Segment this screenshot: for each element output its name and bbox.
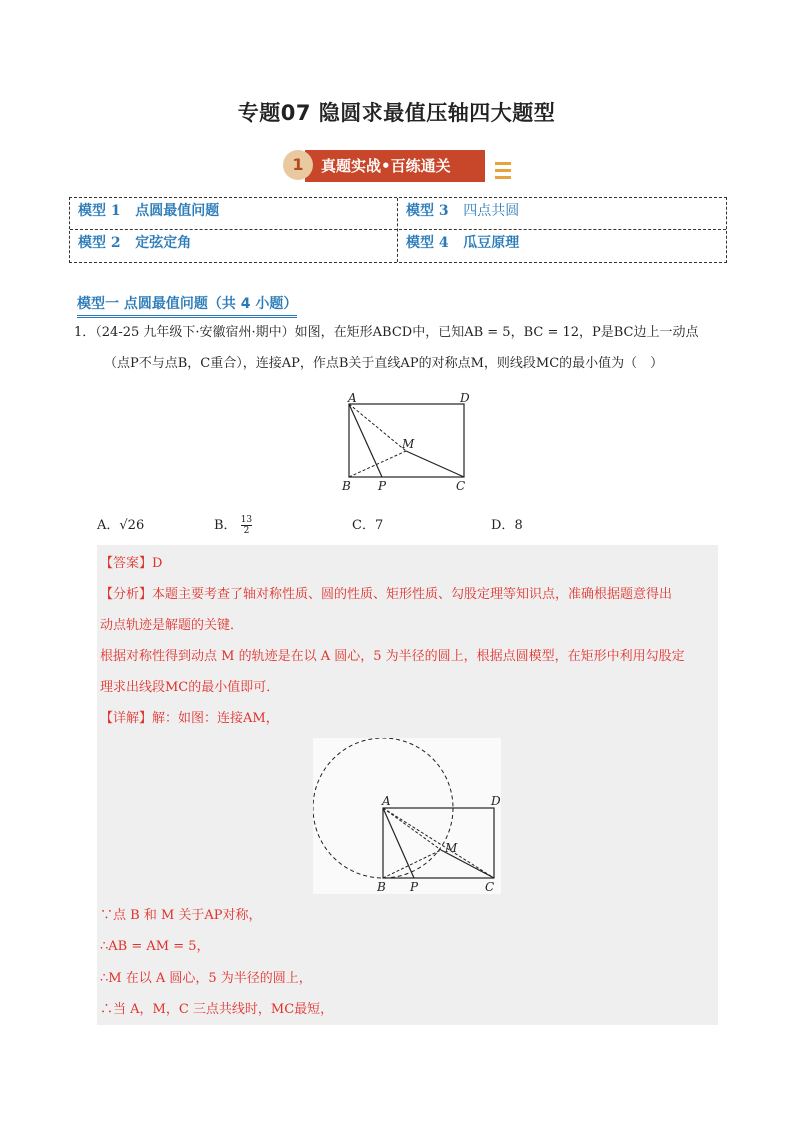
option-c[interactable]: C．7 (352, 518, 384, 533)
analysis-line-4: 理求出线段MC的最小值即可． (100, 680, 280, 695)
step-line-2: ∴AB = AM = 5， (100, 939, 210, 954)
label-a: A (382, 794, 391, 808)
label-d: D (460, 391, 470, 405)
section-banner (283, 148, 513, 184)
solution-figure (313, 738, 501, 894)
banner-label: 真题实战•百练通关 (321, 157, 451, 175)
label-b: B (342, 479, 351, 493)
model-link-1[interactable]: 模型 1 点圆最值问题 (78, 203, 220, 219)
label-d: D (491, 794, 501, 808)
option-d[interactable]: D．8 (491, 518, 523, 533)
option-a[interactable]: A．√26 (97, 518, 145, 533)
model-link-2[interactable]: 模型 2 定弦定角 (78, 235, 192, 251)
question-line-1 (74, 318, 734, 347)
banner-deco (495, 176, 511, 179)
question-figure (340, 390, 475, 495)
option-b[interactable]: B． $\frac{13}{2}$ (214, 515, 253, 536)
model-link-3[interactable]: 模型 3 四点共圆 (406, 203, 520, 219)
label-c: C (485, 880, 495, 894)
banner-number: 1 (283, 150, 313, 180)
label-p: P (378, 479, 387, 493)
step-line-3: ∴M 在以 A 圆心，5 为半径的圆上， (100, 971, 312, 986)
question-line-2: （点P不与点B，C重合），连接AP，作点B关于直线AP的对称点M，则线段MC的最小值为（ ） (104, 356, 664, 371)
model-index-table (69, 197, 727, 263)
step-line-4: ∴当 A，M，C 三点共线时，MC最短， (100, 1002, 334, 1017)
label-c: C (456, 479, 466, 493)
label-a: A (348, 391, 357, 405)
question-text: （24-25 九年级下·安徽宿州·期中）如图，在矩形ABCD中，已知AB = 5，BC = 12，P是BC边上一动点 (95, 325, 699, 340)
banner-deco (495, 162, 511, 165)
question-number: 1． (74, 325, 96, 340)
analysis-line-1: 【分析】本题主要考查了轴对称性质、圆的性质、矩形性质、勾股定理等知识点，准确根据题意得出 (100, 587, 673, 602)
analysis-line-3: 根据对称性得到动点 M 的轨迹是在以 A 圆心，5 为半径的圆上，根据点圆模型，在矩形中利用勾股定 (100, 649, 685, 664)
label-m: M (402, 437, 415, 451)
label-b: B (377, 880, 386, 894)
page-title: 专题07 隐圆求最值压轴四大题型 (237, 101, 556, 125)
detail-line: 【详解】解：如图：连接AM， (100, 711, 279, 726)
section-heading: 模型一 点圆最值问题（共 4 小题） (77, 293, 297, 318)
model-link-4[interactable]: 模型 4 瓜豆原理 (406, 235, 520, 251)
answer-line: 【答案】D (100, 556, 163, 571)
step-line-1: ∵点 B 和 M 关于AP对称， (100, 908, 262, 923)
label-m: M (445, 841, 458, 855)
analysis-line-2: 动点轨迹是解题的关键． (100, 618, 244, 633)
label-p: P (410, 880, 419, 894)
banner-deco (495, 169, 511, 172)
